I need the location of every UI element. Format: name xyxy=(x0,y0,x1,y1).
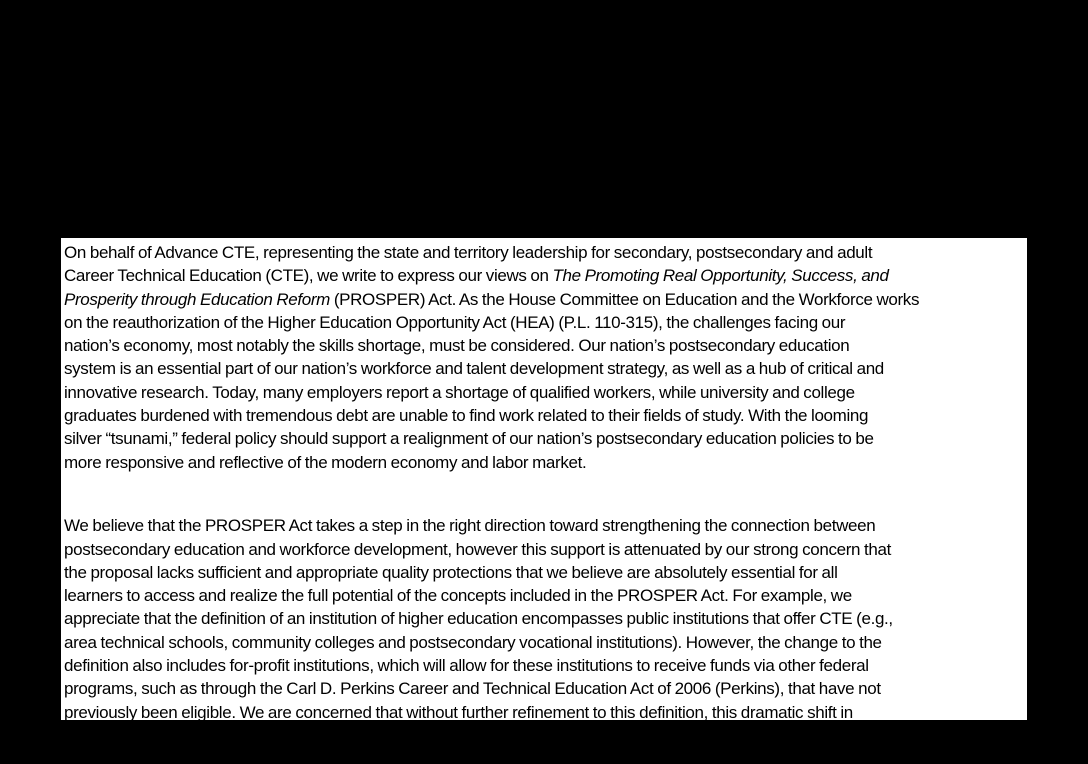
text-line: graduates burdened with tremendous debt are unable to find work related to their fields of study. With the looming xyxy=(64,406,869,426)
text-line: postsecondary education and workforce development, however this support is attenuated by our strong concern that xyxy=(64,539,891,559)
text-line: system is an essential part of our nation’s workforce and talent development strategy, as well as a hub of critical and xyxy=(64,359,884,379)
text-line: learners to access and realize the full potential of the concepts included in the PROSPER Act. For example, we xyxy=(64,586,852,606)
letter-body xyxy=(64,241,1026,764)
document-page xyxy=(61,238,1027,745)
text-line: area technical schools, community colleges and postsecondary vocational institutions). However, the change to the xyxy=(64,632,882,652)
text-line: On behalf of Advance CTE, representing the state and territory leadership for secondary, postsecondary and adult xyxy=(64,243,873,262)
text-line: silver “tsunami,” federal policy should support a realignment of our nation’s postsecondary education policies to be xyxy=(64,429,874,449)
text-line: appreciate that the definition of an institution of higher education encompasses public institutions that offer CTE (e.g., xyxy=(64,609,893,629)
bill-title-part-1: The Promoting Real Opportunity, Success, and xyxy=(552,266,889,286)
text-line: more responsive and reflective of the modern economy and labor market. xyxy=(64,452,587,472)
text-line: previously been eligible. We are concerned that without further refinement to this definition, this dramatic shift in xyxy=(64,702,853,722)
text-line: on the reauthorization of the Higher Education Opportunity Act (HEA) (P.L. 110-315), the challenges facing our xyxy=(64,312,846,332)
text-line: Prosperity through Education Reform (PROSPER) Act. As the House Committee on Education and the Workforce works xyxy=(64,289,920,309)
text-line: We believe that the PROSPER Act takes a step in the right direction toward strengthening the connection between xyxy=(64,516,876,536)
paragraph-spacer xyxy=(64,491,1026,514)
text-line: Career Technical Education (CTE), we write to express our views on The Promoting Real Opportunity, Success, and xyxy=(64,266,889,286)
text-line: programs, such as through the Carl D. Perkins Career and Technical Education Act of 2006 (Perkins), that have not xyxy=(64,679,881,699)
text-line: definition also includes for-profit institutions, which will allow for these institutions to receive funds via other federal xyxy=(64,656,869,676)
bill-title-part-2: Prosperity through Education Reform xyxy=(64,289,330,309)
text-line: eligibility would dilute an already limited investment in CTE to the degree that the funds received would have xyxy=(64,725,830,745)
text-line: innovative research. Today, many employers report a shortage of qualified workers, while university and college xyxy=(64,382,855,402)
text-line: the proposal lacks sufficient and appropriate quality protections that we believe are absolutely essential for all xyxy=(64,562,838,582)
text-line: nation’s economy, most notably the skills shortage, must be considered. Our nation’s postsecondary education xyxy=(64,336,850,356)
